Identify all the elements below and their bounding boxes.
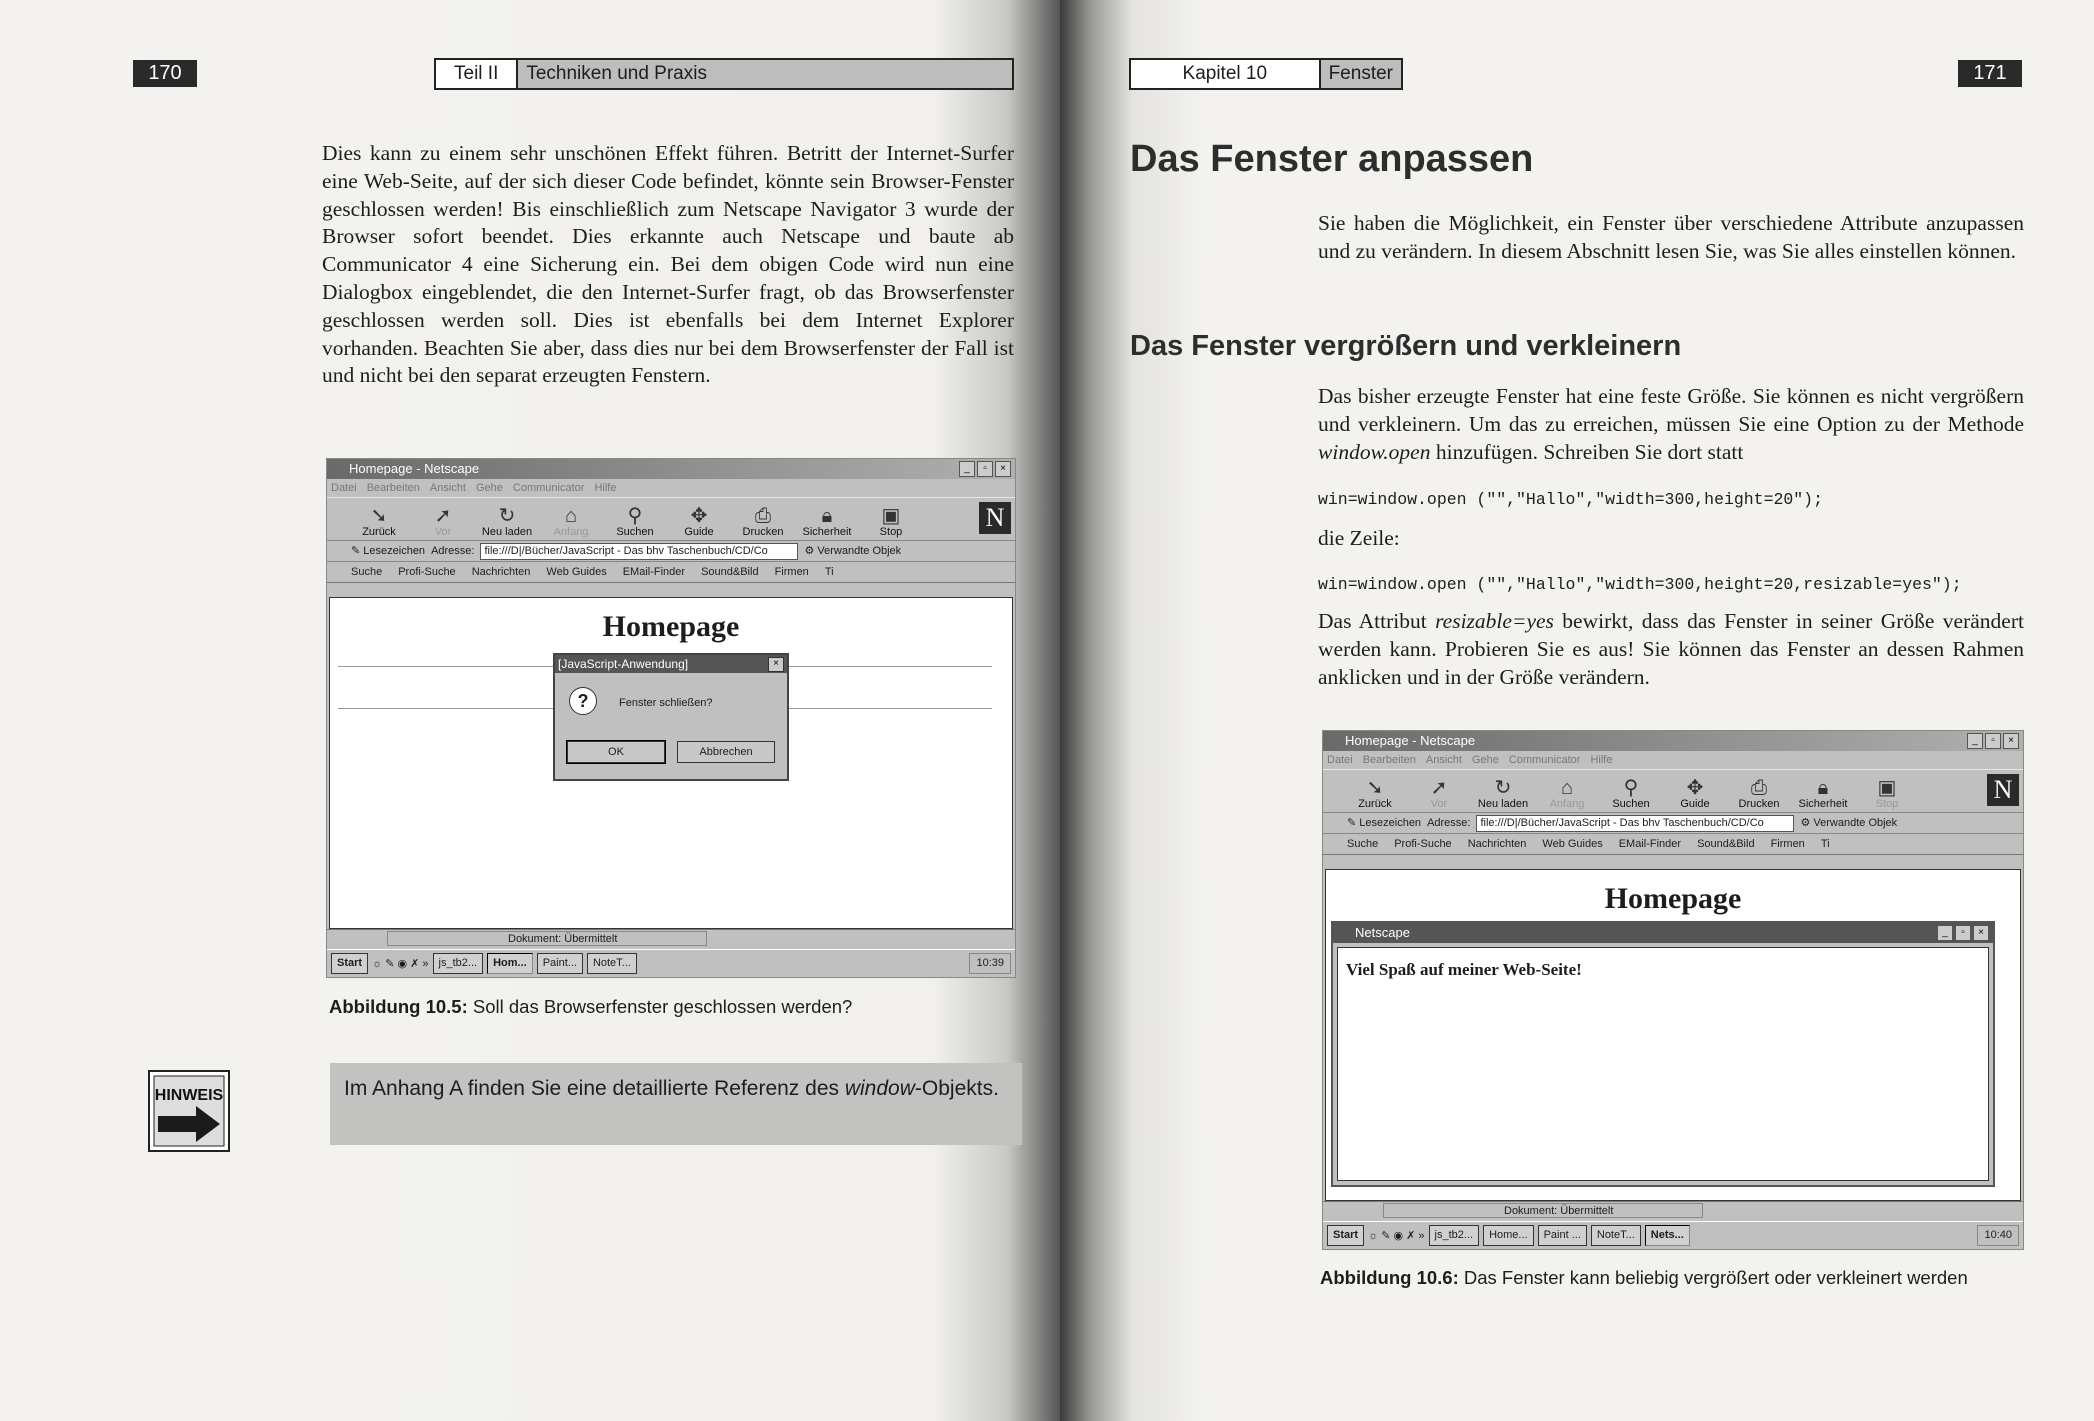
nav-toolbar	[1323, 769, 2023, 813]
personal-link[interactable]: Sound&Bild	[1697, 838, 1755, 850]
close-icon[interactable]: ×	[995, 461, 1011, 477]
personal-toolbar	[327, 562, 1015, 583]
stop-button[interactable]: ▣ Stop	[1855, 778, 1919, 812]
print-icon: ⎙	[1751, 777, 1767, 799]
personal-link[interactable]: Suche	[351, 566, 383, 578]
part-title: Techniken und Praxis	[518, 60, 1012, 88]
confirm-dialog	[553, 653, 789, 781]
maximize-icon[interactable]: ▫	[1955, 925, 1971, 941]
lock-icon: 🔒︎	[1817, 777, 1829, 799]
back-button[interactable]: ➘ Zurück	[1343, 778, 1407, 812]
taskbar	[327, 949, 1015, 976]
code-line: win=window.open ("","Hallo","width=300,height=20");	[1318, 490, 1823, 509]
menu-ansicht[interactable]: Ansicht	[1425, 754, 1462, 766]
netscape-logo: N	[979, 502, 1011, 534]
clock: 10:40	[1977, 1225, 2019, 1246]
minimize-icon[interactable]: _	[959, 461, 975, 477]
task-button[interactable]: Home...	[1483, 1225, 1534, 1246]
print-button[interactable]: ⎙ Drucken	[1727, 778, 1791, 812]
address-label: Adresse:	[1427, 817, 1471, 829]
bookmarks-button[interactable]: ✎ Lesezeichen	[1347, 817, 1422, 829]
search-button[interactable]: ⚲ Suchen	[1599, 778, 1663, 812]
task-button[interactable]: Paint ...	[1538, 1225, 1587, 1246]
menu-hilfe[interactable]: Hilfe	[1590, 754, 1613, 766]
child-content	[1337, 947, 1989, 1181]
minimize-icon[interactable]: _	[1967, 733, 1983, 749]
right-page	[1060, 0, 2094, 1421]
task-button[interactable]: js_tb2...	[1429, 1225, 1480, 1246]
ok-button[interactable]: OK	[567, 741, 665, 763]
section-heading: Das Fenster anpassen	[1130, 138, 1534, 180]
personal-link[interactable]: Profi-Suche	[398, 566, 456, 578]
reload-button[interactable]: ↻ Neu laden	[475, 506, 539, 540]
child-message: Viel Spaß auf meiner Web-Seite!	[1346, 960, 1582, 979]
maximize-icon[interactable]: ▫	[1985, 733, 2001, 749]
code-line: win=window.open ("","Hallo","width=300,height=20,resizable=yes");	[1318, 575, 1962, 594]
print-button[interactable]: ⎙ Drucken	[731, 506, 795, 540]
figure-caption: Abbildung 10.5: Soll das Browserfenster geschlossen werden?	[329, 996, 853, 1017]
close-icon[interactable]: ×	[768, 657, 784, 672]
personal-link[interactable]: Web Guides	[546, 566, 607, 578]
security-button[interactable]: 🔒︎ Sicherheit	[795, 506, 859, 540]
quicklaunch-icons[interactable]: ☼ ✎ ◉ ✗ »	[1368, 1229, 1425, 1242]
home-button[interactable]: ⌂ Anfang	[1535, 778, 1599, 812]
minimize-icon[interactable]: _	[1937, 925, 1953, 941]
close-icon[interactable]: ×	[1973, 925, 1989, 941]
forward-icon: ➚	[434, 505, 452, 527]
close-icon[interactable]: ×	[2003, 733, 2019, 749]
personal-link[interactable]: EMail-Finder	[622, 566, 686, 578]
menu-ansicht[interactable]: Ansicht	[429, 482, 466, 494]
stop-button[interactable]: ▣ Stop	[859, 506, 923, 540]
personal-link[interactable]: Sound&Bild	[701, 566, 759, 578]
browser-screenshot	[1322, 730, 2024, 1250]
search-icon: ⚲	[627, 505, 643, 527]
related-button[interactable]: ⚙ Verwandte Objek	[804, 545, 902, 557]
status-bar	[327, 929, 1015, 948]
page-number: 170	[133, 60, 197, 87]
menu-communicator[interactable]: Communicator	[512, 482, 585, 494]
running-header	[434, 58, 1014, 90]
hint-icon	[148, 1070, 230, 1152]
body-paragraph: Das bisher erzeugte Fenster hat eine feste Größe. Sie können es nicht vergrößern und verkleinern. Um das zu erreichen, müssen Sie eine Option zu der Methode window.open hinzufügen. Schreiben Sie dort statt	[1318, 384, 2024, 464]
maximize-icon[interactable]: ▫	[977, 461, 993, 477]
task-button[interactable]: NoteT...	[587, 953, 637, 974]
guide-button[interactable]: ✥ Guide	[1663, 778, 1727, 812]
guide-icon: ✥	[1686, 777, 1704, 799]
body-paragraph: Dies kann zu einem sehr unschönen Effekt führen. Betritt der Internet-Surfer eine Web-Seite, auf der sich dieser Code befindet, könnte sein Browser-Fenster geschlossen werden! Bis einschließlich zum Netscape Navigator 3 wurde der Browser sofort beendet. Dies erkannte auch Netscape und baute ab Communicator 4 eine Sicherung ein. Bei dem obigen Code wird nun eine Dialogbox eingeblendet, die den Internet-Surfer fragt, ob das Browserfenster geschlossen werden soll. Dies ist ebenfalls bei dem Internet Explorer vorhanden. Beachten Sie aber, dass dies nur bei dem Browserfenster der Fall ist und nicht bei den separat erzeugten Fenstern.	[322, 141, 1014, 388]
menu-bar	[327, 479, 1015, 497]
address-input[interactable]: file:///D|/Bücher/JavaScript - Das bhv Taschenbuch/CD/Co	[1476, 815, 1794, 832]
security-button[interactable]: 🔒︎ Sicherheit	[1791, 778, 1855, 812]
print-icon: ⎙	[755, 505, 771, 527]
personal-toolbar	[1323, 834, 2023, 855]
status-bar	[1323, 1201, 2023, 1220]
personal-link[interactable]: Firmen	[774, 566, 809, 578]
window-titlebar: Homepage - Netscape _ ▫ ×	[1323, 731, 2023, 751]
dialog-message: Fenster schließen?	[619, 697, 713, 709]
taskbar	[1323, 1221, 2023, 1248]
figure-caption: Abbildung 10.6: Das Fenster kann beliebig vergrößert oder verkleinert werden	[1320, 1267, 1968, 1288]
body-paragraph: Das Attribut resizable=yes bewirkt, dass das Fenster in seiner Größe verändert werden kann. Probieren Sie es aus! Sie können das Fenster an dessen Rahmen anklicken und in der Größe verändern.	[1318, 609, 2024, 689]
task-button[interactable]: js_tb2...	[433, 953, 484, 974]
menu-datei[interactable]: Datei	[1327, 754, 1353, 766]
question-icon: ?	[569, 687, 597, 715]
home-icon: ⌂	[1560, 777, 1574, 799]
address-input[interactable]: file:///D|/Bücher/JavaScript - Das bhv Taschenbuch/CD/Co	[480, 543, 798, 560]
running-header	[1129, 58, 1403, 90]
menu-gehe[interactable]: Gehe	[1471, 754, 1499, 766]
task-button[interactable]: Paint...	[537, 953, 583, 974]
menu-hilfe[interactable]: Hilfe	[594, 482, 617, 494]
personal-link[interactable]: Profi-Suche	[1394, 838, 1452, 850]
dialog-title: [JavaScript-Anwendung]	[558, 657, 689, 671]
start-button[interactable]: Start	[331, 953, 368, 974]
home-icon: ⌂	[564, 505, 578, 527]
page-heading: Homepage	[1604, 882, 1742, 915]
task-button[interactable]: Hom...	[487, 953, 533, 974]
child-titlebar: Netscape _ ▫ ×	[1333, 923, 1993, 943]
bookmarks-button[interactable]: ✎ Lesezeichen	[351, 545, 426, 557]
reload-icon: ↻	[498, 505, 516, 527]
window-titlebar: Homepage - Netscape _ ▫ ×	[327, 459, 1015, 479]
personal-link[interactable]: Suche	[1347, 838, 1379, 850]
menu-bearbeiten[interactable]: Bearbeiten	[366, 482, 420, 494]
location-bar	[327, 541, 1015, 562]
forward-icon: ➚	[1430, 777, 1448, 799]
stop-icon: ▣	[881, 505, 901, 527]
menu-communicator[interactable]: Communicator	[1508, 754, 1581, 766]
menu-datei[interactable]: Datei	[331, 482, 357, 494]
guide-button[interactable]: ✥ Guide	[667, 506, 731, 540]
netscape-logo: N	[1987, 774, 2019, 806]
personal-link[interactable]: Firmen	[1770, 838, 1805, 850]
reload-button[interactable]: ↻ Neu laden	[1471, 778, 1535, 812]
guide-icon: ✥	[690, 505, 708, 527]
page-heading: Homepage	[602, 610, 740, 643]
chapter-title: Fenster	[1321, 60, 1401, 88]
back-icon: ➘	[1366, 777, 1384, 799]
personal-link[interactable]: Nachrichten	[1467, 838, 1527, 850]
personal-link[interactable]: Ti	[824, 566, 834, 578]
menu-bearbeiten[interactable]: Bearbeiten	[1362, 754, 1416, 766]
cancel-button[interactable]: Abbrechen	[677, 741, 775, 763]
forward-button[interactable]: ➚ Vor	[1407, 778, 1471, 812]
search-icon: ⚲	[1623, 777, 1639, 799]
stop-icon: ▣	[1877, 777, 1897, 799]
hint-icon-label: HINWEIS	[154, 1087, 224, 1104]
browser-screenshot	[326, 458, 1016, 978]
task-button[interactable]: Nets...	[1645, 1225, 1690, 1246]
personal-link[interactable]: EMail-Finder	[1618, 838, 1682, 850]
menu-bar	[1323, 751, 2023, 769]
status-text: Dokument: Übermittelt	[1383, 1203, 1703, 1218]
status-text: Dokument: Übermittelt	[387, 931, 707, 946]
back-icon: ➘	[370, 505, 388, 527]
chapter-label: Kapitel 10	[1131, 60, 1321, 88]
search-button[interactable]: ⚲ Suchen	[603, 506, 667, 540]
task-button[interactable]: NoteT...	[1591, 1225, 1641, 1246]
personal-link[interactable]: Ti	[1820, 838, 1830, 850]
home-button[interactable]: ⌂ Anfang	[539, 506, 603, 540]
child-window	[1331, 921, 1995, 1187]
address-label: Adresse:	[431, 545, 475, 557]
hint-box: Im Anhang A finden Sie eine detaillierte Referenz des window-Objekts.	[330, 1063, 1022, 1145]
location-bar	[1323, 813, 2023, 834]
back-button[interactable]: ➘ Zurück	[347, 506, 411, 540]
nav-toolbar	[327, 497, 1015, 541]
clock: 10:39	[969, 953, 1011, 974]
related-button[interactable]: ⚙ Verwandte Objek	[1800, 817, 1898, 829]
lock-icon: 🔒︎	[821, 505, 833, 527]
personal-link[interactable]: Web Guides	[1542, 838, 1603, 850]
menu-gehe[interactable]: Gehe	[475, 482, 503, 494]
intro-paragraph: Sie haben die Möglichkeit, ein Fenster über verschiedene Attribute anzupassen und zu verändern. In diesem Abschnitt lesen Sie, was Sie alles einstellen können.	[1318, 211, 2024, 263]
page-number: 171	[1958, 60, 2022, 87]
subsection-heading: Das Fenster vergrößern und verkleinern	[1130, 330, 1682, 362]
reload-icon: ↻	[1494, 777, 1512, 799]
part-label: Teil II	[436, 60, 518, 88]
body-paragraph: die Zeile:	[1318, 526, 1400, 550]
start-button[interactable]: Start	[1327, 1225, 1364, 1246]
forward-button[interactable]: ➚ Vor	[411, 506, 475, 540]
personal-link[interactable]: Nachrichten	[471, 566, 531, 578]
quicklaunch-icons[interactable]: ☼ ✎ ◉ ✗ »	[372, 957, 429, 970]
